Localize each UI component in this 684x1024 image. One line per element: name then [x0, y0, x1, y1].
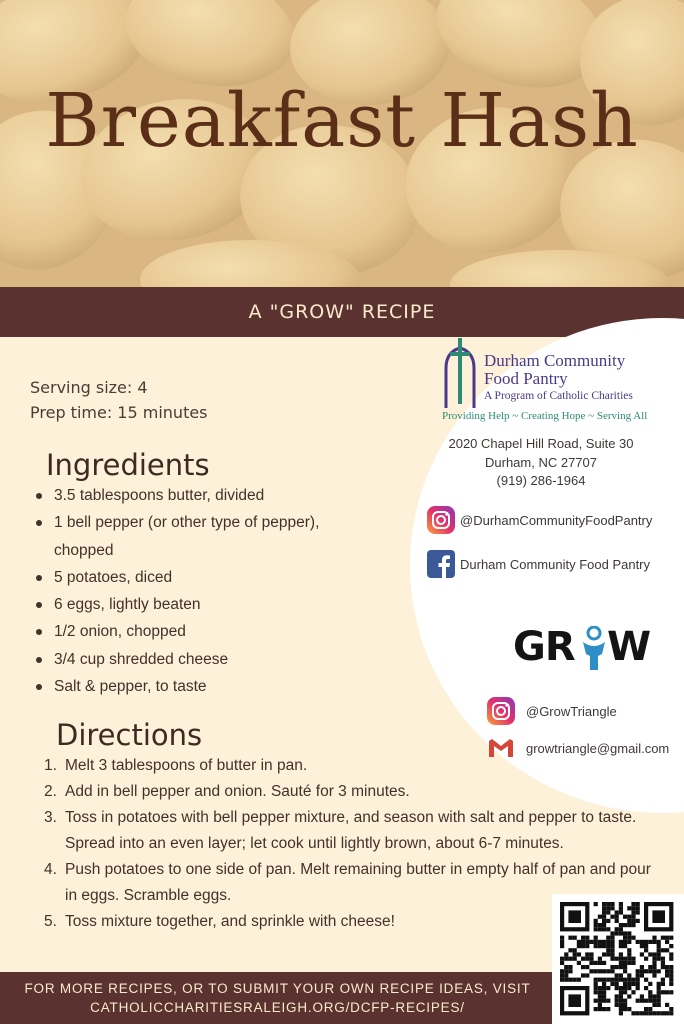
pantry-address — [430, 435, 652, 491]
grow-logo-right: W — [607, 624, 651, 670]
ingredient-item: 5 potatoes, diced — [36, 564, 366, 591]
pantry-tagline: Providing Help ~ Creating Hope ~ Serving All — [442, 410, 648, 422]
qr-code-icon — [552, 894, 684, 1024]
recipe-banner — [0, 287, 684, 337]
banner-text: A "GROW" RECIPE — [248, 301, 436, 323]
recipe-meta — [30, 375, 208, 425]
qr-code[interactable] — [552, 894, 684, 1024]
gmail-icon — [486, 733, 516, 763]
prep-time: Prep time: 15 minutes — [30, 403, 208, 422]
direction-step — [44, 779, 664, 805]
grow-email[interactable] — [486, 733, 669, 763]
pantry-name-line1: Durham Community — [484, 351, 626, 370]
instagram-icon — [426, 505, 456, 535]
instagram-icon — [486, 696, 516, 726]
footer-line1: FOR MORE RECIPES, OR TO SUBMIT YOUR OWN RECIPE IDEAS, VISIT — [24, 981, 531, 996]
step-number: 4. — [44, 861, 57, 878]
pantry-instagram[interactable] — [426, 505, 652, 535]
step-number: 2. — [44, 783, 57, 800]
pantry-logo — [440, 338, 670, 428]
grow-figure-icon — [581, 626, 607, 672]
step-text: Toss mixture together, and sprinkle with cheese! — [65, 913, 395, 930]
address-line2: Durham, NC 27707 — [485, 454, 597, 470]
grow-logo — [513, 624, 651, 674]
directions-heading: Directions — [56, 718, 203, 752]
recipe-title: Breakfast Hash — [45, 78, 639, 164]
address-line1: 2020 Chapel Hill Road, Suite 30 — [448, 436, 634, 451]
serving-size: Serving size: 4 — [30, 378, 148, 397]
grow-instagram-handle: @GrowTriangle — [526, 703, 617, 719]
step-text: Add in bell pepper and onion. Sauté for 3 minutes. — [65, 783, 410, 800]
direction-step — [44, 805, 664, 857]
ingredients-heading: Ingredients — [46, 448, 210, 482]
ingredient-item: 6 eggs, lightly beaten — [36, 591, 366, 618]
hero-image — [0, 0, 684, 287]
ingredient-item: 1 bell pepper (or other type of pepper), chopped — [36, 509, 366, 564]
pantry-subtitle: A Program of Catholic Charities — [484, 390, 633, 402]
cross-logo-icon — [440, 338, 480, 410]
grow-instagram[interactable] — [486, 696, 617, 726]
facebook-icon — [426, 549, 456, 579]
ingredient-item: 3.5 tablespoons butter, divided — [36, 482, 366, 509]
step-number: 1. — [44, 757, 57, 774]
step-text: Melt 3 tablespoons of butter in pan. — [65, 757, 308, 774]
step-number: 5. — [44, 913, 57, 930]
ingredients-list — [36, 482, 366, 700]
pantry-name-line2: Food Pantry — [484, 369, 568, 388]
ingredient-item: 1/2 onion, chopped — [36, 618, 366, 645]
footer-link[interactable]: CATHOLICCHARITIESRALEIGH.ORG/DCFP-RECIPES/ — [90, 1000, 465, 1015]
grow-email-address: growtriangle@gmail.com — [526, 740, 670, 756]
step-text: Push potatoes to one side of pan. Melt remaining butter in empty half of pan and pour in eggs. Scramble eggs. — [65, 861, 651, 904]
pantry-facebook[interactable] — [426, 549, 650, 579]
step-number: 3. — [44, 809, 57, 826]
pantry-facebook-name: Durham Community Food Pantry — [460, 556, 651, 572]
pantry-name — [484, 352, 625, 388]
step-text: Toss in potatoes with bell pepper mixture, and season with salt and pepper to taste. Spread into an even layer; let cook until lightly brown, about 6-7 minutes. — [65, 809, 637, 852]
ingredient-item: 3/4 cup shredded cheese — [36, 646, 366, 673]
ingredient-item: Salt & pepper, to taste — [36, 673, 366, 700]
phone-number: (919) 286-1964 — [496, 473, 586, 488]
grow-logo-left: GR — [513, 624, 575, 670]
pantry-instagram-handle: @DurhamCommunityFoodPantry — [460, 512, 653, 528]
